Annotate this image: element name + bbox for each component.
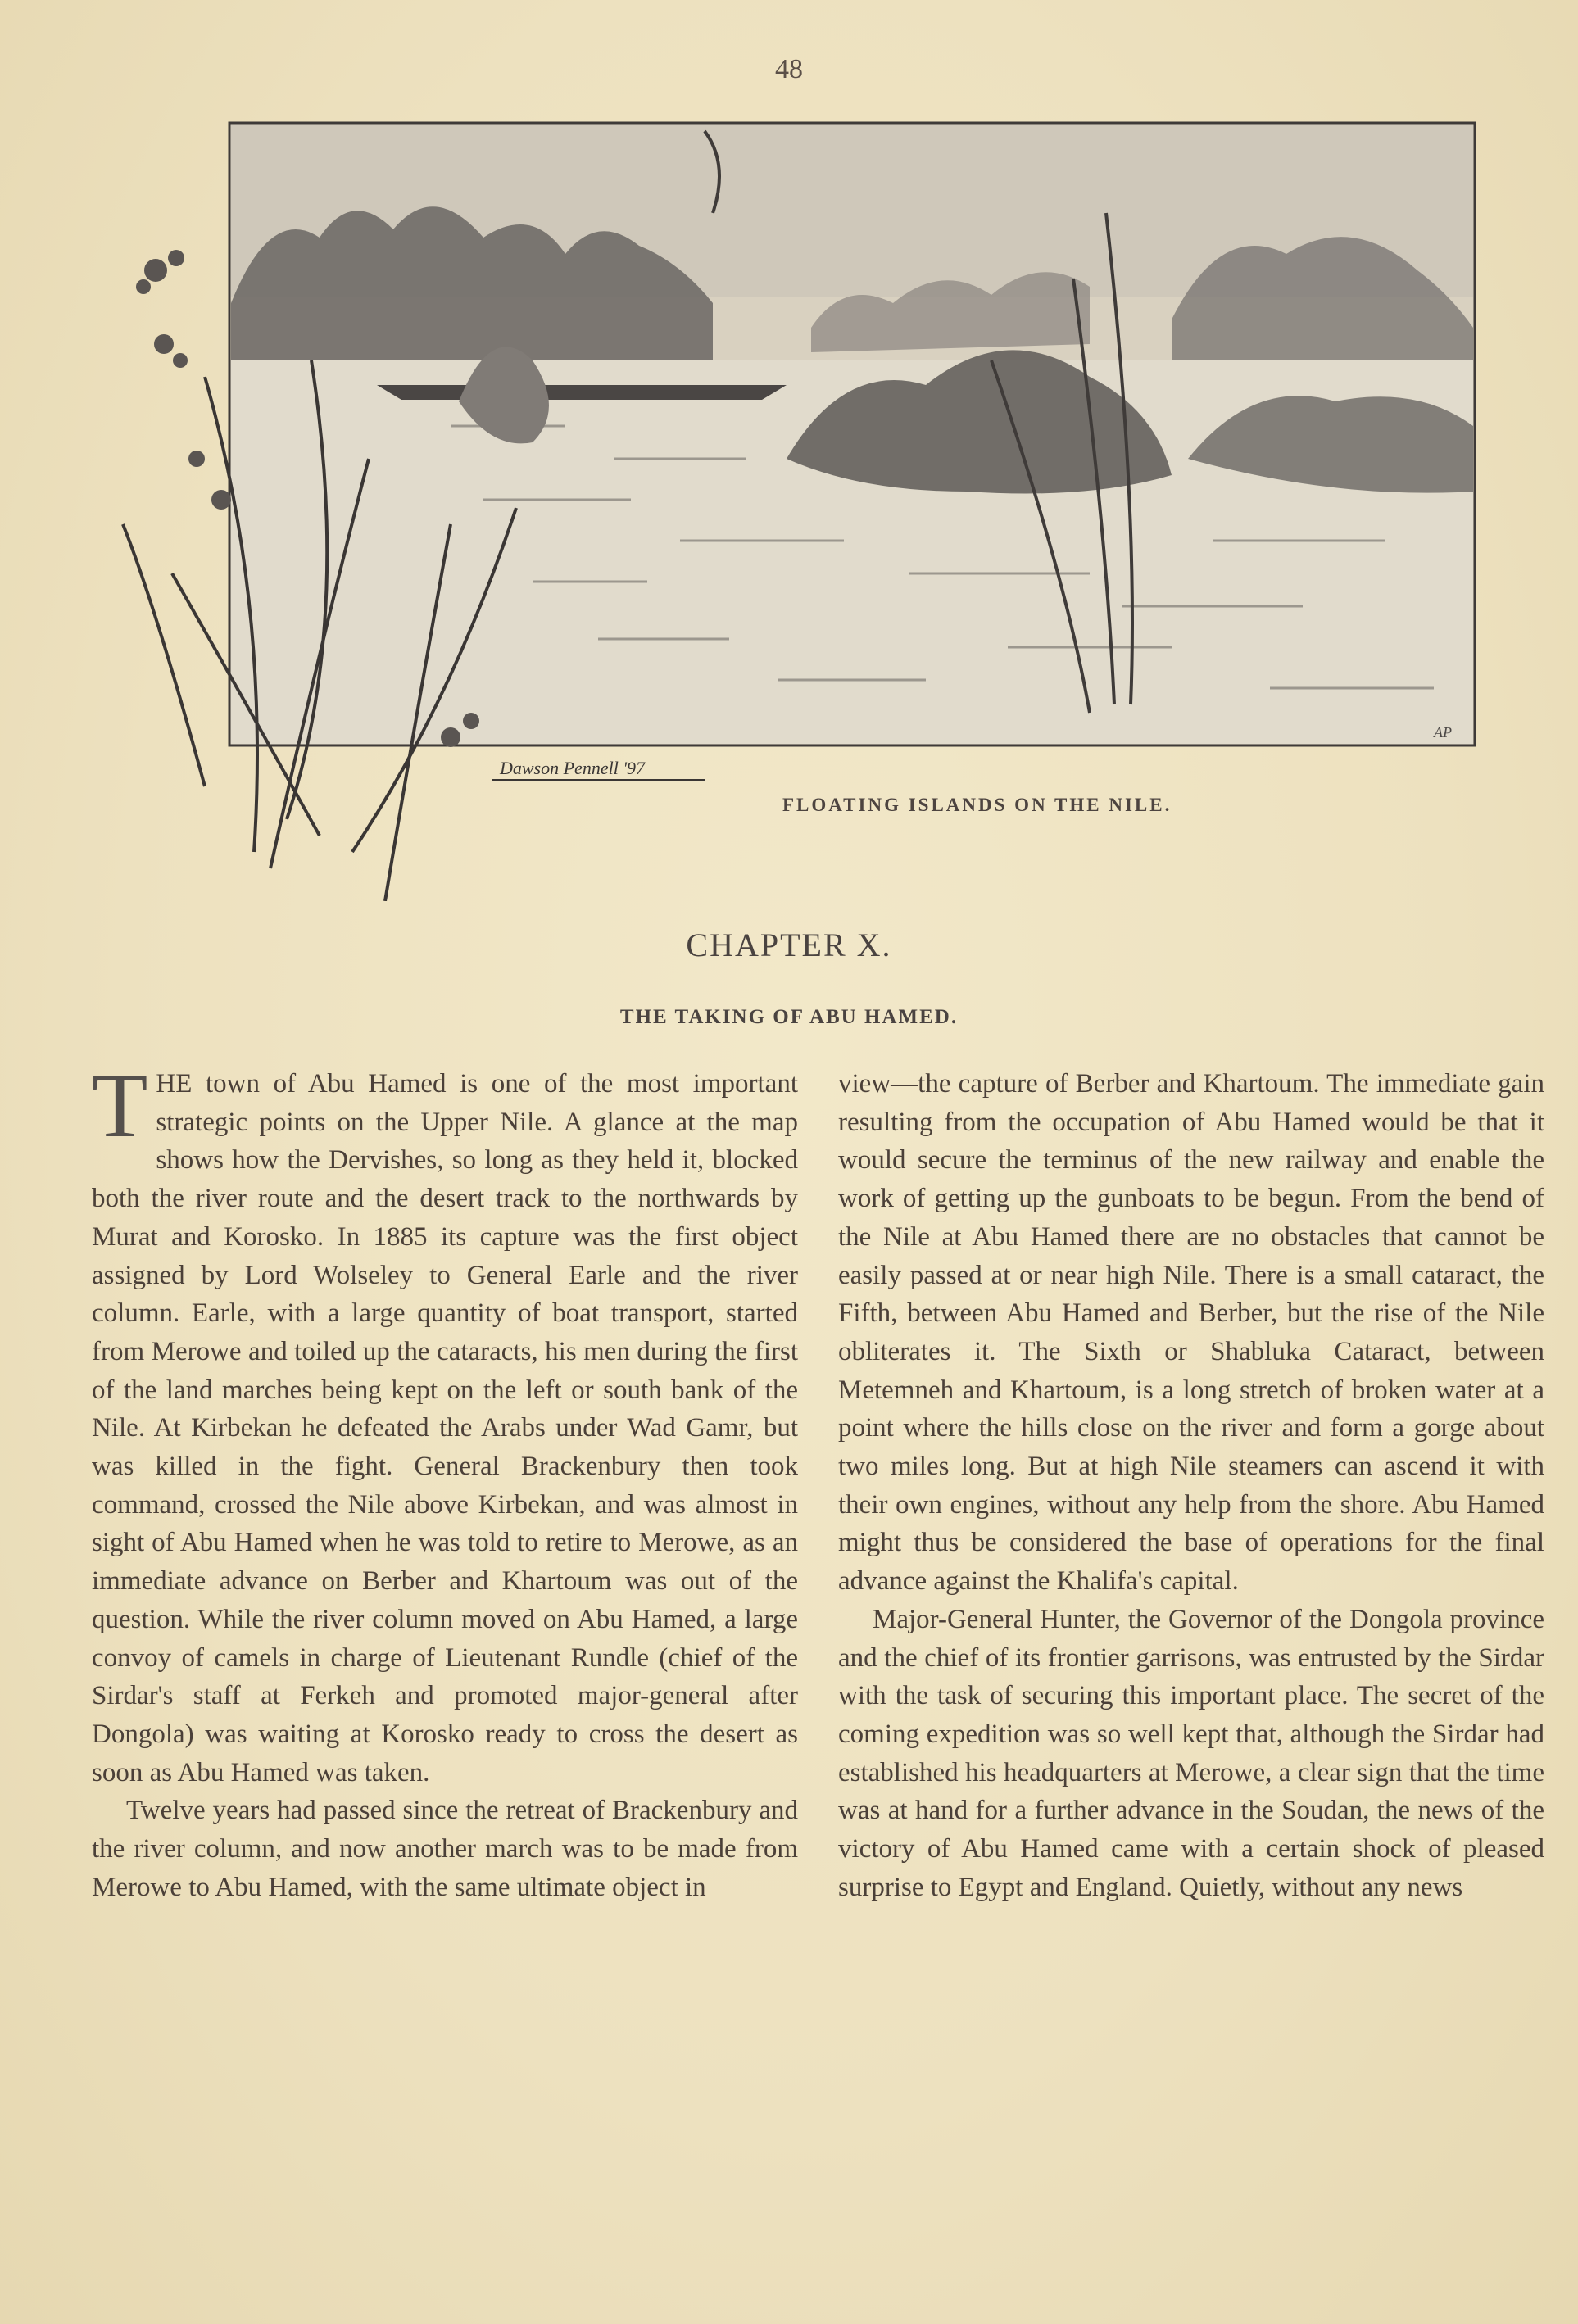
- artist-signature: Dawson Pennell '97: [500, 758, 646, 778]
- illustration-caption: FLOATING ISLANDS ON THE NILE.: [782, 795, 1172, 815]
- left-column: [92, 1055, 798, 2212]
- drop-cap: T: [92, 1055, 148, 1157]
- chapter-title: CHAPTER X.: [686, 926, 892, 963]
- illustration-frame: [229, 123, 1475, 745]
- paragraph-text: HE town of Abu Hamed is one of the most important strategic points on the Upper Nile. A glance at the map shows how the Dervishes, so long as they held it, blocked both the river route and the desert track to the northwards by Murat and Korosko. In 1885 its capture was the first object assigned by Lord Wolseley to General Earle and the river column. Earle, with a large quantity of boat transport, started from Merowe and toiled up the cataracts, his men during the first of the land marches being kept on the left or south bank of the Nile. At Kirbekan he defeated the Arabs under Wad Gamr, but was killed in the fight. General Brackenbury then took command, crossed the Nile above Kirbekan, and was almost in sight of Abu Hamed when he was told to retire to Merowe, as an immediate advance on Berber and Khartoum was out of the question. While the river column moved on Abu Hamed, a large convoy of camels in charge of Lieutenant Rundle (chief of the Sirdar's staff at Ferkeh and promoted major-general after Dongola) was waiting at Korosko ready to cross the desert as soon as Abu Hamed was taken.: [92, 1069, 798, 1787]
- corner-mark: AP: [1434, 724, 1452, 741]
- paragraph: Twelve years had passed since the retreat of Brackenbury and the river column, and now another march was to be made from Merowe to Abu Hamed, with the same ultimate object in: [92, 1796, 798, 1902]
- chapter-subtitle: THE TAKING OF ABU HAMED.: [619, 1006, 959, 1028]
- paragraph: Major-General Hunter, the Governor of the Dongola province and the chief of its frontier garrisons, was entrusted by the Sirdar with the task of securing this important place. The secret of the coming expedition was so well kept that, although the Sirdar had established his headquarters at Merowe, a clear sign that the time was at hand for a further advance in the Soudan, the news of the victory of Abu Hamed came with a certain shock of pleased surprise to Egypt and England. Quietly, without any news: [838, 1604, 1544, 1902]
- nile-illustration: [107, 115, 1499, 901]
- paragraph: [92, 1055, 798, 1792]
- right-column: [838, 1065, 1544, 2212]
- page-number: 48: [775, 54, 803, 84]
- paragraph: view—the capture of Berber and Khartoum. The immediate gain resulting from the occupation of Abu Hamed would be that it would secure the terminus of the new railway and enable the work of getting up the gunboats to be begun. From the bend of the Nile at Abu Hamed there are no obstacles that cannot be easily passed at or near high Nile. There is a small cataract, the Fifth, between Abu Hamed and Berber, but the rise of the Nile obliterates it. The Sixth or Shabluka Cataract, between Metemneh and Khartoum, is a long stretch of broken water at a point where the hills close on the river and form a gorge about two miles long. But at high Nile steamers can ascend it with their own engines, without any help from the shore. Abu Hamed might thus be considered the base of operations for the final advance against the Khalifa's capital.: [838, 1069, 1544, 1597]
